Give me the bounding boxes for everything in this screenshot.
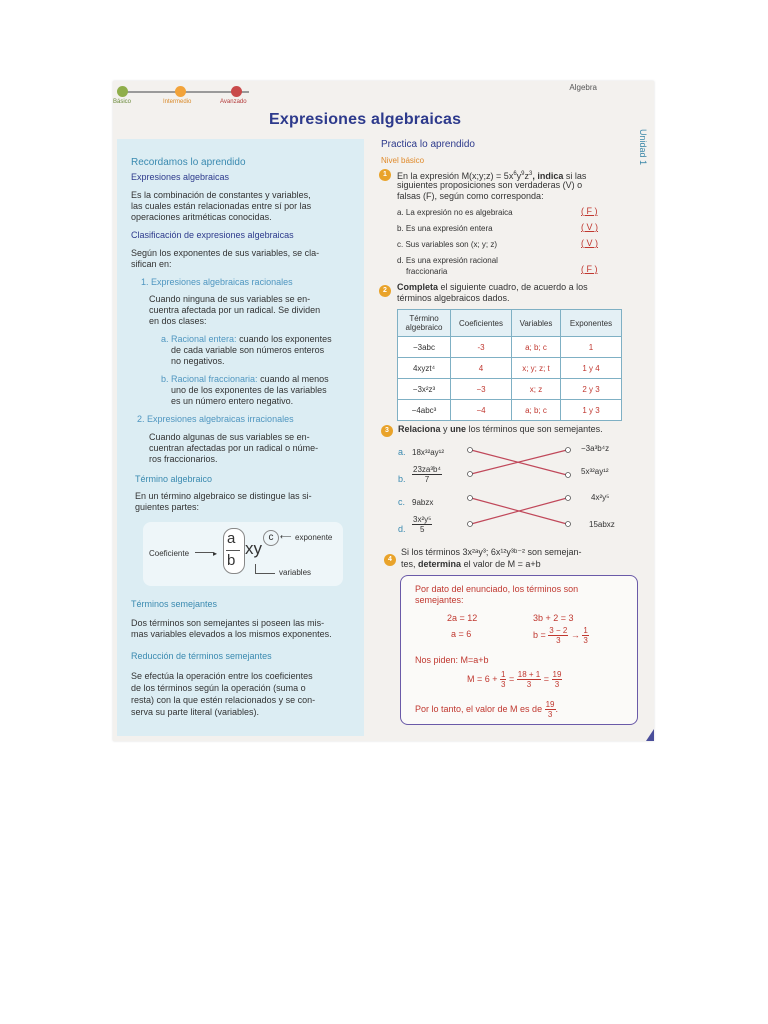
q1-item-a: a. La expresión no es algebraica (397, 208, 513, 217)
b-line: uno de los exponentes de las variables (171, 385, 327, 395)
b-label: b. Racional fraccionaria: (161, 374, 258, 384)
p1-line: Es la combinación de constantes y variables, (131, 190, 311, 200)
item2-line: cuentran afectadas por un radical o núme- (149, 443, 319, 453)
a-line: cuando los exponentes (239, 334, 332, 344)
intermedio-dot (175, 86, 186, 97)
variables-xy: xy (245, 539, 262, 558)
terms-table (397, 309, 622, 421)
item1-title: 1. Expresiones algebraicas racionales (141, 277, 293, 287)
cell-coef: 4 (451, 358, 512, 379)
sol-line1: Por dato del enunciado, los términos son (415, 584, 579, 594)
termino-heading: Término algebraico (135, 474, 213, 484)
p1-line: las cuales están relacionadas entre sí por las (131, 201, 312, 211)
th-termino: Término algebraico (398, 310, 451, 337)
a-label: a. Racional entera: (161, 334, 237, 344)
page-title: Expresiones algebraicas (269, 111, 462, 128)
q3-term-b: $\frac{\text{23za³b⁴}}{7}$ (413, 465, 441, 484)
q4-number: 4 (384, 554, 396, 566)
cell-vars: x; z (512, 379, 561, 400)
item2-line: ros fraccionarios. (149, 454, 218, 464)
p2-line: sifican en: (131, 259, 172, 269)
sol-final: Por lo tanto, el valor de M es de $\frac{19}{3}$ . (415, 700, 559, 719)
reduccion-line: de los términos según la operación (suma o (131, 683, 306, 693)
q3-connector-lines (463, 441, 575, 531)
level-basico: Básico (113, 99, 132, 105)
practica-heading: Practica lo aprendido (381, 139, 475, 150)
q4-line2: tes, determina el valor de M = a+b (401, 559, 541, 569)
q1-item-c: c. Sus variables son (x; y; z) (397, 240, 498, 249)
cell-exps: 1 (561, 337, 622, 358)
page-corner (646, 729, 654, 741)
table-row (398, 358, 622, 379)
th-coeficientes: Coeficientes (451, 310, 512, 337)
q3-term-c: 9abzx (412, 498, 434, 507)
cell-vars: x; y; z; t (512, 358, 561, 379)
sol-eq3: 3b + 2 = 3 (533, 613, 574, 623)
cell-vars: a; b; c (512, 337, 561, 358)
q4-line1: Si los términos 3x²ᵃy³; 6x¹²y³ᵇ⁻² son semejan- (401, 547, 582, 557)
coef-b: b (227, 552, 236, 569)
cell-exps: 1 y 3 (561, 400, 622, 421)
termino-diagram (143, 522, 343, 586)
q3-term-d: $\frac{\text{3x²y⁵}}{5}$ (413, 515, 432, 534)
q2-number: 2 (379, 285, 391, 297)
textbook-page (113, 81, 654, 741)
sol-eq2: a = 6 (451, 629, 472, 639)
cell-vars: a; b; c (512, 400, 561, 421)
cell-term: −4abc³ (398, 400, 451, 421)
q1-line2: siguientes proposiciones son verdaderas (V) o (397, 180, 583, 190)
arrow-head-icon: ▸ (213, 549, 218, 558)
q3-label-a: a. (398, 447, 406, 457)
b-line: es un número entero negativo. (171, 396, 294, 406)
q3-right-4: 15abxz (589, 520, 615, 529)
coef-arrow (195, 552, 213, 553)
p1-line: operaciones aritméticas conocidas. (131, 212, 272, 222)
reduccion-line: serva su parte literal (variables). (131, 707, 260, 717)
q1-line3: falsas (F), según como corresponda: (397, 191, 544, 201)
q3-label-b: b. (398, 474, 406, 484)
unit-label: Unidad 1 (638, 129, 648, 166)
reduccion-heading: Reducción de términos semejantes (131, 651, 272, 661)
left-heading: Recordamos lo aprendido (131, 157, 246, 168)
item1-line: cuentra afectada por un radical. Se dividen (149, 305, 321, 315)
sol-m-calc: M = 6 + $\frac{1}{3}$ = $\frac{18 + 1}{3}$ = $\frac{19}{3}$ (467, 670, 562, 689)
q3-number: 3 (381, 425, 393, 437)
q1-line1: En la expresión M(x;y;z) = $5x^6y^9z^3$, indica si las (397, 171, 587, 181)
item1-line: Cuando ninguna de sus variables se en- (149, 294, 311, 304)
basico-dot (117, 86, 128, 97)
table-row (398, 337, 622, 358)
termino-line: guientes partes: (135, 502, 200, 512)
table-row (398, 400, 622, 421)
a-line: de cada variable son números enteros (171, 345, 325, 355)
sol-eq4: b = $\frac{3 - 2}{3}$ → $\frac{1}{3}$ (533, 626, 588, 645)
q3-label-d: d. (398, 524, 406, 534)
q3-term-a: 18x³²ay¹² (412, 448, 445, 457)
cell-coef: −4 (451, 400, 512, 421)
level-intermedio: Intermedio (163, 99, 192, 105)
coef-a: a (227, 530, 236, 547)
cell-term: −3x²z³ (398, 379, 451, 400)
q1-answer-b: ( V ) (581, 222, 598, 232)
var-line (255, 573, 275, 574)
q4-solution-box (400, 575, 638, 725)
q1-answer-a: ( F ) (581, 206, 598, 216)
table-row (398, 379, 622, 400)
q1-number: 1 (379, 169, 391, 181)
exp-arrow-icon: ⟵ (280, 532, 292, 541)
sol-line2: semejantes: (415, 595, 464, 605)
cell-coef: -3 (451, 337, 512, 358)
sub-clasificacion: Clasificación de expresiones algebraicas (131, 230, 294, 240)
semejantes-heading: Términos semejantes (131, 599, 218, 609)
exponent-c: c (263, 530, 279, 546)
coef-bar (226, 550, 240, 551)
semejantes-line: Dos términos son semejantes si poseen las mis- (131, 618, 325, 628)
area-label: Algebra (569, 83, 597, 92)
item2-line: Cuando algunas de sus variables se en- (149, 432, 310, 442)
cell-term: −3abc (398, 337, 451, 358)
cell-coef: −3 (451, 379, 512, 400)
semejantes-line: mas variables elevados a los mismos exponentes. (131, 629, 332, 639)
q3-right-2: 5x³²ay¹² (581, 467, 609, 476)
cell-term: 4xyzt⁴ (398, 358, 451, 379)
sub-expresiones: Expresiones algebraicas (131, 172, 230, 182)
avanzado-dot (231, 86, 242, 97)
reduccion-line: resta) con la que estén relacionados y se con- (131, 695, 316, 705)
nivel-basico: Nivel básico (381, 156, 425, 165)
th-exponentes: Exponentes (561, 310, 622, 337)
sol-piden: Nos piden: M=a+b (415, 655, 489, 665)
table-header-row (398, 310, 622, 337)
left-panel (117, 139, 364, 736)
reduccion-line: Se efectúa la operación entre los coeficientes (131, 671, 313, 681)
q1-item-d: d. Es una expresión racional (397, 256, 498, 265)
q1-answer-c: ( V ) (581, 238, 598, 248)
level-avanzado: Avanzado (220, 99, 247, 105)
termino-line: En un término algebraico se distingue las si- (135, 491, 312, 501)
coef-label: Coeficiente (149, 549, 190, 558)
b-line: cuando al menos (260, 374, 329, 384)
q1-answer-d: ( F ) (581, 264, 598, 274)
q1-item-d2: fraccionaria (406, 267, 448, 276)
th-variables: Variables (512, 310, 561, 337)
cell-exps: 1 y 4 (561, 358, 622, 379)
cell-exps: 2 y 3 (561, 379, 622, 400)
q3-line: Relaciona y une los términos que son semejantes. (398, 424, 603, 434)
q3-right-1: −3a³b⁴z (581, 444, 610, 453)
item1-line: en dos clases: (149, 316, 207, 326)
q2-line2: términos algebraicos dados. (397, 293, 510, 303)
exponent-label: exponente (295, 533, 333, 542)
p2-line: Según los exponentes de sus variables, se cla- (131, 248, 320, 258)
sol-eq1: 2a = 12 (447, 613, 478, 623)
item2-title: 2. Expresiones algebraicas irracionales (137, 414, 294, 424)
q2-line1: Completa el siguiente cuadro, de acuerdo a los (397, 282, 588, 292)
a-line: no negativos. (171, 356, 225, 366)
q3-right-3: 4x²y⁵ (591, 493, 610, 502)
q3-label-c: c. (398, 497, 406, 507)
q1-item-b: b. Es una expresión entera (397, 224, 493, 233)
variables-label: variables (279, 568, 312, 577)
